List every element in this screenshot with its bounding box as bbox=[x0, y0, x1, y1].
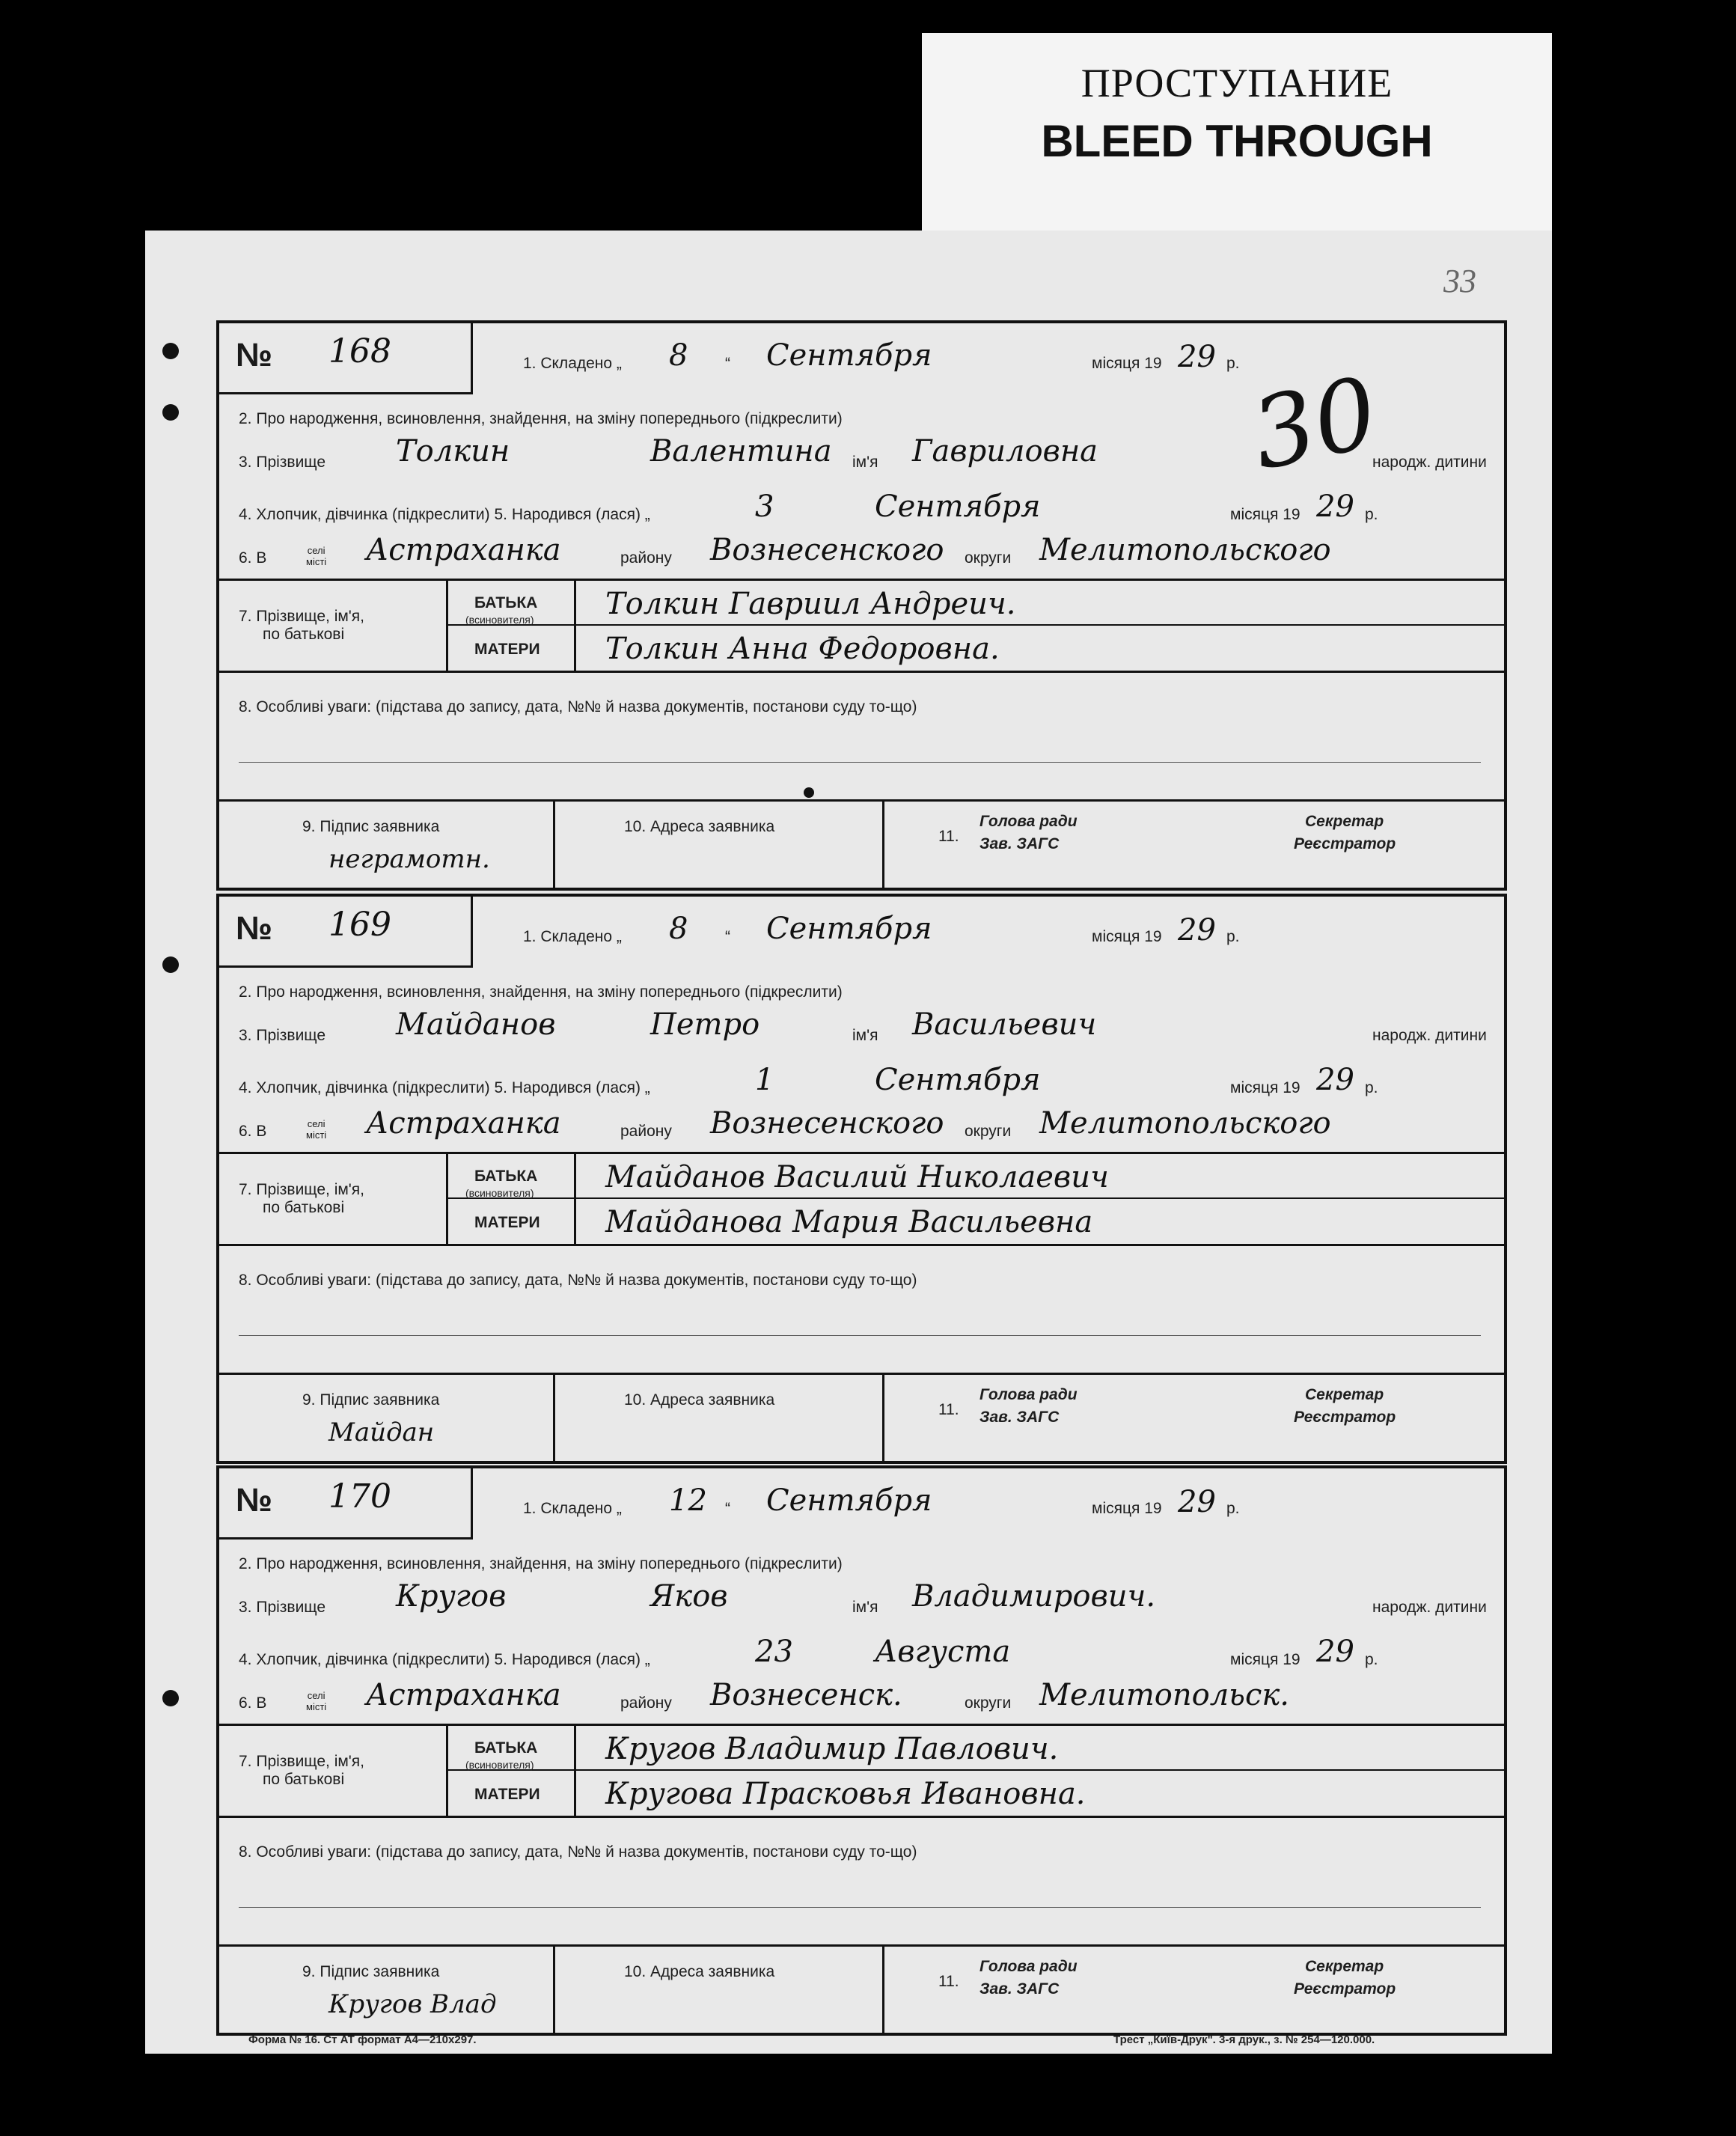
surname-label: 3. Прізвище bbox=[239, 1599, 326, 1616]
record-number: 170 bbox=[328, 1477, 391, 1516]
notes-line bbox=[239, 1335, 1481, 1336]
father-sublabel: (всиновителя) bbox=[465, 614, 534, 626]
bleed-through-label bbox=[922, 33, 1552, 232]
secretary-label: Секретар bbox=[1305, 1386, 1384, 1403]
quote-mark: “ bbox=[725, 355, 730, 372]
village-label: селі bbox=[307, 1118, 326, 1129]
birth-month: Сентября bbox=[875, 489, 1041, 524]
birth-record bbox=[216, 1465, 1503, 2034]
birth-day: 1 bbox=[755, 1063, 774, 1097]
month-label: місяця 19 bbox=[1092, 355, 1162, 372]
line-2: 2. Про народження, всиновлення, знайдення, на зміну попереднього (підкреслити) bbox=[239, 410, 843, 427]
record-border-right bbox=[1504, 320, 1507, 891]
eleven-label: 11. bbox=[938, 1401, 959, 1418]
year-suffix: р. bbox=[1226, 928, 1240, 945]
patronymic: Гавриловна bbox=[912, 434, 1098, 469]
registrar-label: Реєстратор bbox=[1294, 1980, 1396, 1998]
punch-hole bbox=[162, 956, 179, 973]
head-label: Голова ради bbox=[979, 1958, 1078, 1975]
district: Вознесенского bbox=[710, 1106, 944, 1141]
parents-bottom bbox=[216, 1244, 1507, 1246]
gender-label: 4. Хлопчик, дівчинка (підкреслити) 5. Народився (лася) „ bbox=[239, 1651, 650, 1668]
sig-col-2 bbox=[882, 799, 884, 891]
line-2: 2. Про народження, всиновлення, знайдення, на зміну попереднього (підкреслити) bbox=[239, 1555, 843, 1572]
town-label: місті bbox=[306, 556, 327, 567]
place-label: 6. В bbox=[239, 1694, 267, 1712]
record-number: 168 bbox=[328, 332, 391, 370]
secretary-label: Секретар bbox=[1305, 1958, 1384, 1975]
district-label: району bbox=[620, 1123, 672, 1140]
notes-line bbox=[239, 1907, 1481, 1908]
notes-line bbox=[239, 762, 1481, 763]
registrar-label: Реєстратор bbox=[1294, 835, 1396, 852]
sig-col-2 bbox=[882, 1944, 884, 2036]
punch-hole bbox=[162, 404, 179, 421]
surname: Толкин bbox=[396, 434, 510, 469]
birth-month-label: місяця 19 bbox=[1230, 1079, 1301, 1096]
number-box-right bbox=[471, 1465, 473, 1537]
okrug: Мелитопольск. bbox=[1039, 1678, 1289, 1712]
signature: Кругов Влад bbox=[328, 1989, 497, 2019]
birth-month: Сентября bbox=[875, 1063, 1041, 1097]
okrug-label: округи bbox=[965, 1123, 1012, 1140]
parents-label-2: по батькові bbox=[263, 626, 345, 643]
composed-month: Сентября bbox=[766, 912, 932, 946]
okrug-label: округи bbox=[965, 1694, 1012, 1712]
mother-label: МАТЕРИ bbox=[474, 641, 540, 658]
notes-label: 8. Особливі уваги: (підстава до запису, дата, №№ й назва документів, постанови суду то-що) bbox=[239, 698, 917, 715]
mother-name: Кругова Прасковья Ивановна. bbox=[605, 1777, 1086, 1811]
sig-col-1 bbox=[553, 799, 555, 891]
name-label: ім'я bbox=[852, 454, 878, 471]
record-border-left bbox=[216, 894, 219, 1464]
birth-year-suffix: р. bbox=[1365, 1651, 1378, 1668]
record-number: 169 bbox=[328, 906, 391, 944]
okrug: Мелитопольского bbox=[1039, 533, 1331, 567]
signature: неграмотн. bbox=[328, 844, 490, 874]
record-border-bottom bbox=[216, 888, 1507, 891]
month-label: місяця 19 bbox=[1092, 1500, 1162, 1517]
number-box-right bbox=[471, 320, 473, 392]
corner-note: 30 bbox=[1242, 355, 1387, 492]
composed-year: 29 bbox=[1178, 913, 1216, 948]
zags-label: Зав. ЗАГС bbox=[979, 1409, 1060, 1426]
village-town bbox=[306, 1690, 326, 1712]
record-border-top bbox=[216, 894, 1507, 897]
okrug-label: округи bbox=[965, 549, 1012, 567]
birth-year-suffix: р. bbox=[1365, 1079, 1378, 1096]
surname-label: 3. Прізвище bbox=[239, 454, 326, 471]
district: Вознесенск. bbox=[710, 1678, 902, 1712]
composed-year: 29 bbox=[1178, 340, 1216, 374]
sig-label: 9. Підпис заявника bbox=[302, 1391, 440, 1409]
signature: Майдан bbox=[328, 1418, 435, 1447]
birth-day: 23 bbox=[755, 1635, 793, 1669]
birth-month: Августа bbox=[875, 1635, 1011, 1669]
patronymic: Владимирович. bbox=[912, 1579, 1156, 1614]
gender-label: 4. Хлопчик, дівчинка (підкреслити) 5. Народився (лася) „ bbox=[239, 1079, 650, 1096]
parents-bottom bbox=[216, 1816, 1507, 1818]
birth-month-label: місяця 19 bbox=[1230, 1651, 1301, 1668]
child-label: народж. дитини bbox=[1372, 454, 1487, 471]
composed-month: Сентября bbox=[766, 338, 932, 373]
record-border-left bbox=[216, 1465, 219, 2036]
sig-top bbox=[216, 799, 1507, 802]
parents-bottom bbox=[216, 671, 1507, 673]
child-label: народж. дитини bbox=[1372, 1599, 1487, 1616]
month-label: місяця 19 bbox=[1092, 928, 1162, 945]
mother-label: МАТЕРИ bbox=[474, 1214, 540, 1231]
father-name: Толкин Гавриил Андреич. bbox=[605, 587, 1016, 621]
name-label: ім'я bbox=[852, 1027, 878, 1044]
composed-year: 29 bbox=[1178, 1485, 1216, 1519]
village-town bbox=[306, 545, 326, 567]
town-label: місті bbox=[306, 1701, 327, 1712]
sig-label: 9. Підпис заявника bbox=[302, 818, 440, 835]
father-label: БАТЬКА bbox=[474, 1168, 538, 1185]
sig-col-1 bbox=[553, 1373, 555, 1464]
village: Астраханка bbox=[366, 1106, 561, 1141]
year-suffix: р. bbox=[1226, 1500, 1240, 1517]
record-border-right bbox=[1504, 894, 1507, 1464]
record-no-label: № bbox=[236, 337, 273, 373]
surname: Кругов bbox=[396, 1579, 507, 1614]
town-label: місті bbox=[306, 1129, 327, 1141]
parents-label: 7. Прізвище, ім'я, bbox=[239, 1181, 365, 1198]
village-town bbox=[306, 1118, 326, 1141]
place-label: 6. В bbox=[239, 549, 267, 567]
surname: Майданов bbox=[396, 1007, 556, 1042]
place-label: 6. В bbox=[239, 1123, 267, 1140]
name-label: ім'я bbox=[852, 1599, 878, 1616]
father-sublabel: (всиновителя) bbox=[465, 1187, 534, 1199]
parents-label: 7. Прізвище, ім'я, bbox=[239, 608, 365, 625]
patronymic: Васильевич bbox=[912, 1007, 1097, 1042]
zags-label: Зав. ЗАГС bbox=[979, 1980, 1060, 1998]
parents-mid bbox=[446, 1769, 1507, 1771]
birth-year-suffix: р. bbox=[1365, 506, 1378, 523]
page-number: 33 bbox=[1443, 263, 1476, 299]
parents-label-2: по батькові bbox=[263, 1199, 345, 1216]
footer-right: Трест „Київ-Друк". 3-я друк., з. № 254—120.000. bbox=[1113, 2033, 1375, 2046]
composed-label: 1. Складено „ bbox=[523, 1500, 622, 1517]
birth-year: 29 bbox=[1316, 1063, 1354, 1097]
punch-hole bbox=[162, 1690, 179, 1706]
district-label: району bbox=[620, 549, 672, 567]
address-label: 10. Адреса заявника bbox=[624, 1963, 775, 1980]
record-border-left bbox=[216, 320, 219, 891]
eleven-label: 11. bbox=[938, 1973, 959, 1990]
given-name: Петро bbox=[650, 1007, 760, 1042]
given-name: Валентина bbox=[650, 434, 832, 469]
address-label: 10. Адреса заявника bbox=[624, 1391, 775, 1409]
composed-day: 8 bbox=[669, 338, 688, 373]
secretary-label: Секретар bbox=[1305, 813, 1384, 830]
father-label: БАТЬКА bbox=[474, 1739, 538, 1757]
composed-label: 1. Складено „ bbox=[523, 928, 622, 945]
birth-record bbox=[216, 320, 1503, 889]
record-border-right bbox=[1504, 1465, 1507, 2036]
record-no-label: № bbox=[236, 910, 273, 947]
zags-label: Зав. ЗАГС bbox=[979, 835, 1060, 852]
birth-month-label: місяця 19 bbox=[1230, 506, 1301, 523]
composed-label: 1. Складено „ bbox=[523, 355, 622, 372]
number-box-bottom bbox=[216, 1537, 473, 1540]
village-label: селі bbox=[307, 545, 326, 556]
quote-mark: “ bbox=[725, 928, 730, 945]
head-label: Голова ради bbox=[979, 813, 1078, 830]
parents-top bbox=[216, 1724, 1507, 1726]
village: Астраханка bbox=[366, 1678, 561, 1712]
birth-year: 29 bbox=[1316, 489, 1354, 524]
sig-col-1 bbox=[553, 1944, 555, 2036]
registrar-label: Реєстратор bbox=[1294, 1409, 1396, 1426]
parents-top bbox=[216, 579, 1507, 581]
district: Вознесенского bbox=[710, 533, 944, 567]
composed-day: 12 bbox=[669, 1483, 707, 1518]
parents-mid bbox=[446, 1197, 1507, 1199]
sig-label: 9. Підпис заявника bbox=[302, 1963, 440, 1980]
parents-label-2: по батькові bbox=[263, 1771, 345, 1788]
father-name: Майданов Василий Николаевич bbox=[605, 1160, 1109, 1194]
surname-label: 3. Прізвище bbox=[239, 1027, 326, 1044]
number-box-bottom bbox=[216, 392, 473, 394]
notes-label: 8. Особливі уваги: (підстава до запису, дата, №№ й назва документів, постанови суду то-що) bbox=[239, 1843, 917, 1861]
father-sublabel: (всиновителя) bbox=[465, 1759, 534, 1771]
parents-top bbox=[216, 1152, 1507, 1154]
mother-name: Толкин Анна Федоровна. bbox=[605, 632, 1000, 666]
parents-label: 7. Прізвище, ім'я, bbox=[239, 1753, 365, 1770]
label-en: BLEED THROUGH bbox=[1041, 116, 1433, 166]
record-border-top bbox=[216, 1465, 1507, 1468]
line-2: 2. Про народження, всиновлення, знайдення, на зміну попереднього (підкреслити) bbox=[239, 983, 843, 1001]
composed-day: 8 bbox=[669, 912, 688, 946]
father-name: Кругов Владимир Павлович. bbox=[605, 1732, 1059, 1766]
footer-left: Форма № 16. Ст АТ формат А4—210x297. bbox=[248, 2033, 477, 2046]
parents-mid bbox=[446, 624, 1507, 626]
birth-record bbox=[216, 894, 1503, 1462]
record-no-label: № bbox=[236, 1482, 273, 1519]
village-label: селі bbox=[307, 1690, 326, 1701]
father-label: БАТЬКА bbox=[474, 594, 538, 611]
composed-month: Сентября bbox=[766, 1483, 932, 1518]
mother-label: МАТЕРИ bbox=[474, 1786, 540, 1803]
birth-year: 29 bbox=[1316, 1635, 1354, 1669]
gender-label: 4. Хлопчик, дівчинка (підкреслити) 5. Народився (лася) „ bbox=[239, 506, 650, 523]
year-suffix: р. bbox=[1226, 355, 1240, 372]
district-label: району bbox=[620, 1694, 672, 1712]
label-ru: ПРОСТУПАНИЕ bbox=[1081, 61, 1393, 106]
eleven-label: 11. bbox=[938, 828, 959, 845]
record-border-bottom bbox=[216, 1461, 1507, 1464]
record-border-top bbox=[216, 320, 1507, 323]
sig-top bbox=[216, 1373, 1507, 1375]
sig-col-2 bbox=[882, 1373, 884, 1464]
notes-label: 8. Особливі уваги: (підстава до запису, дата, №№ й назва документів, постанови суду то-що) bbox=[239, 1272, 917, 1289]
punch-hole bbox=[162, 343, 179, 359]
number-box-right bbox=[471, 894, 473, 965]
okrug: Мелитопольского bbox=[1039, 1106, 1331, 1141]
given-name: Яков bbox=[650, 1579, 728, 1614]
mother-name: Майданова Мария Васильевна bbox=[605, 1205, 1093, 1239]
head-label: Голова ради bbox=[979, 1386, 1078, 1403]
village: Астраханка bbox=[366, 533, 561, 567]
sig-top bbox=[216, 1944, 1507, 1947]
birth-day: 3 bbox=[755, 489, 774, 524]
quote-mark: “ bbox=[725, 1500, 730, 1517]
child-label: народж. дитини bbox=[1372, 1027, 1487, 1044]
number-box-bottom bbox=[216, 965, 473, 968]
address-label: 10. Адреса заявника bbox=[624, 818, 775, 835]
